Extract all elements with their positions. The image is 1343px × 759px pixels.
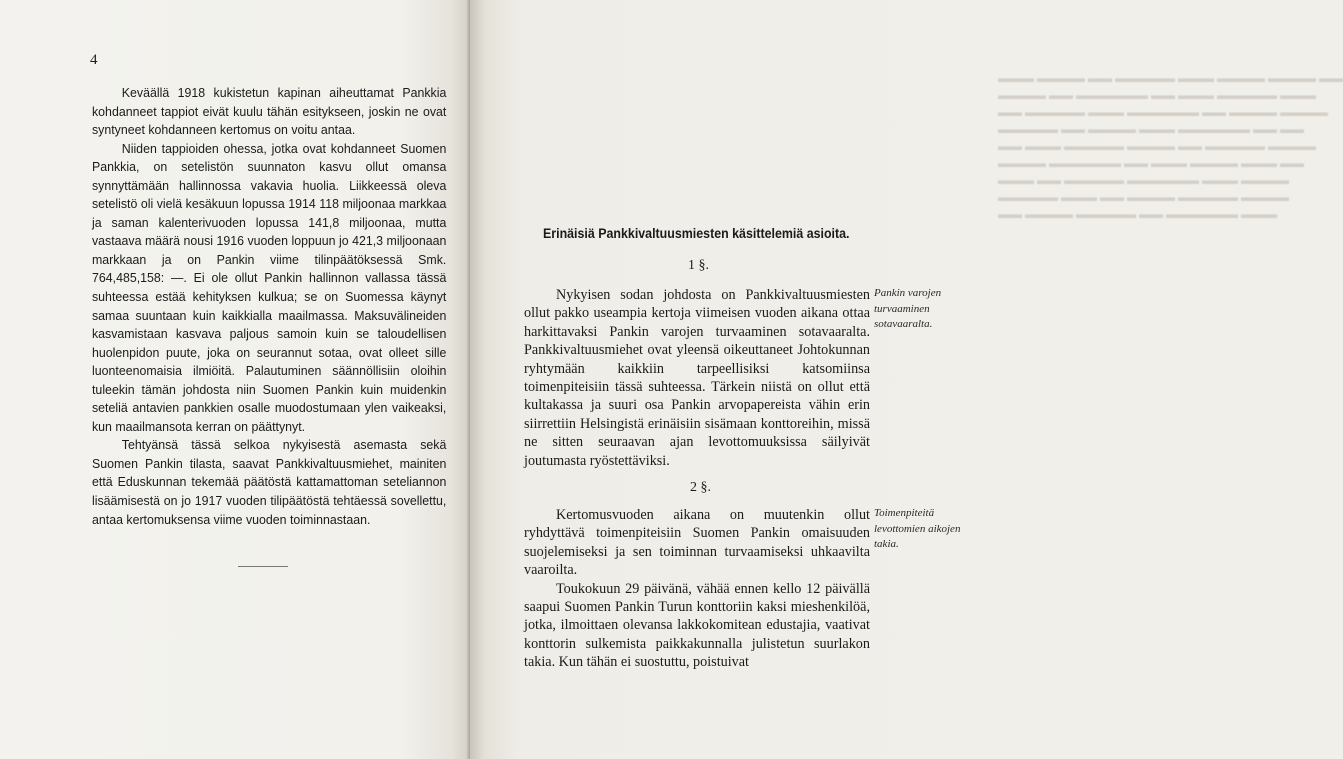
- section-end-rule: [238, 566, 288, 567]
- section-2-paragraph: Toukokuun 29 päivänä, vähää ennen kello 12 päivällä saapui Suomen Pankin Turun konttoriin kaksi mieshenkilöä, jotka, ilmoittaen olevansa lakkokomitean edustajia, vaativat konttorin sulkemista paikkakunnalla julistetun suurlakon takia. Kun tähän ei suostuttu, poistuivat: [524, 580, 870, 671]
- section-mark-2: 2 §.: [690, 480, 711, 495]
- left-paragraph: Keväällä 1918 kukistetun kapinan aiheuttamat Pankkia kohdanneet tappiot eivät kuulu tähän esitykseen, joskin ne ovat syntyneet kohdanneen kertomus on voitu antaa.: [92, 85, 447, 138]
- section-1-text: [524, 286, 870, 470]
- left-page: [0, 0, 470, 759]
- section-heading: Erinäisiä Pankkivaltuusmiesten käsittelemiä asioita.: [543, 226, 850, 241]
- bleed-through-texture: ▬▬▬ ▬▬▬▬ ▬▬ ▬▬▬▬▬ ▬▬▬ ▬▬▬▬ ▬▬▬▬ ▬▬ ▬▬▬▬ ▬▬ ▬▬▬▬▬▬ ▬▬ ▬▬▬ ▬▬▬▬▬ ▬▬▬ ▬▬ ▬▬▬▬▬ ▬▬▬ ▬▬▬▬▬▬ ▬▬ ▬▬▬▬ ▬▬▬▬ ▬▬▬▬▬ ▬▬ ▬▬▬▬ ▬▬▬ ▬▬▬▬▬▬ ▬▬ ▬▬ ▬▬ ▬▬▬ ▬▬▬▬▬ ▬▬▬▬ ▬▬ ▬▬▬▬▬ ▬▬▬▬ ▬▬▬▬ ▬▬▬▬▬▬ ▬▬ ▬▬▬ ▬▬▬▬ ▬▬▬ ▬▬ ▬▬▬ ▬▬ ▬▬▬▬▬ ▬▬▬▬▬▬ ▬▬▬ ▬▬▬▬ ▬▬▬▬▬ ▬▬▬ ▬▬ ▬▬▬▬ ▬▬▬▬▬ ▬▬▬▬ ▬▬ ▬▬▬▬ ▬▬▬▬▬ ▬▬ ▬▬▬▬▬▬ ▬▬▬: [998, 71, 1343, 221]
- margin-note-1: Pankin varojen turvaaminen sotavaaralta.: [874, 287, 942, 330]
- left-paragraph: Niiden tappioiden ohessa, jotka ovat kohdanneet Suomen Pankkia, on setelistön suunnaton kasvu ollut omansa synnyttämään hallinnossa vakavia huolia. Liikkeessä oleva setelistö oli vielä kesäkuun lopussa 1914 118 miljoonaa markkaa ja saman kalenterivuoden lopussa 141,8 miljoonaa, mutta vastaava määrä nousi 1916 vuoden loppuun jo 421,3 miljoonaan markkaan ja on Pankin viime tilinpäätöksessä Smk. 764,485,158: —. Ei ole ollut Pankin hallinnon vallassa tässä suhteessa estää kehityksen kulkua; se on Suomessa käynyt samaa suuntaan kuin kaikkialla maailmassa. Maksuvälineiden kasvamistaan kasvava paljous samoin kuin se taloudellisen huolenpidon puute, joka on seurannut sotaa, ovat olleet sille luonteenomaisia ilmiöitä. Palautuminen säännöllisiin oloihin tuleekin tämän johdosta niin Suomen Pankin kuin muidenkin seteliä antavien pankkien osalle muodostumaan ylen vaikeaksi, kun maailmansota kerran on päättynyt.: [92, 140, 447, 434]
- section-2-paragraph: Kertomusvuoden aikana on muutenkin ollut ryhdyttävä toimenpiteisiin Suomen Pankin omaisuuden suojelemiseksi ja sen toiminnan turvaamiseksi uhkaavilta vaaroilta.: [524, 507, 870, 579]
- section-2-text: [524, 506, 870, 672]
- page-number: 4: [90, 52, 98, 68]
- right-page: [470, 0, 1343, 759]
- margin-note-2: Toimenpiteitä levottomien aikojen takia.: [874, 507, 961, 550]
- left-body-text: [92, 84, 446, 529]
- left-paragraph: Tehtyänsä tässä selkoa nykyisestä asemasta sekä Suomen Pankin tilasta, saavat Pankkivaltuusmiehet, mainiten että Eduskunnan tekemää päätöstä kattamattoman seteliannon lisäämisestä on jo 1917 vuoden tilipäätöstä tehtäessä sovellettu, antaa kertomuksensa viime vuoden toiminnastaan.: [92, 437, 447, 527]
- section-mark-1: 1 §.: [688, 258, 709, 273]
- section-1-paragraph: Nykyisen sodan johdosta on Pankkivaltuusmiesten ollut pakko useampia kertoja viimeisen vuoden aikana ottaa harkittavaksi Pankin varojen turvaaminen sotavaaralta. Pankkivaltuusmiehet ovat yleensä oikeuttaneet Johtokunnan ryhtymään kaikkiin tarpeellisiksi katsomiinsa toimenpiteisiin tässä suhteessa. Tärkein niistä on ollut että kultakassa ja suuri osa Pankin arvopapereista vähin erin siirrettiin Helsingistä erinäisiin sisämaan konttoreihin, missä ne sitten seuraavan ajan levottomuuksissa säilyivät joutumasta ryöstettäviksi.: [524, 287, 870, 469]
